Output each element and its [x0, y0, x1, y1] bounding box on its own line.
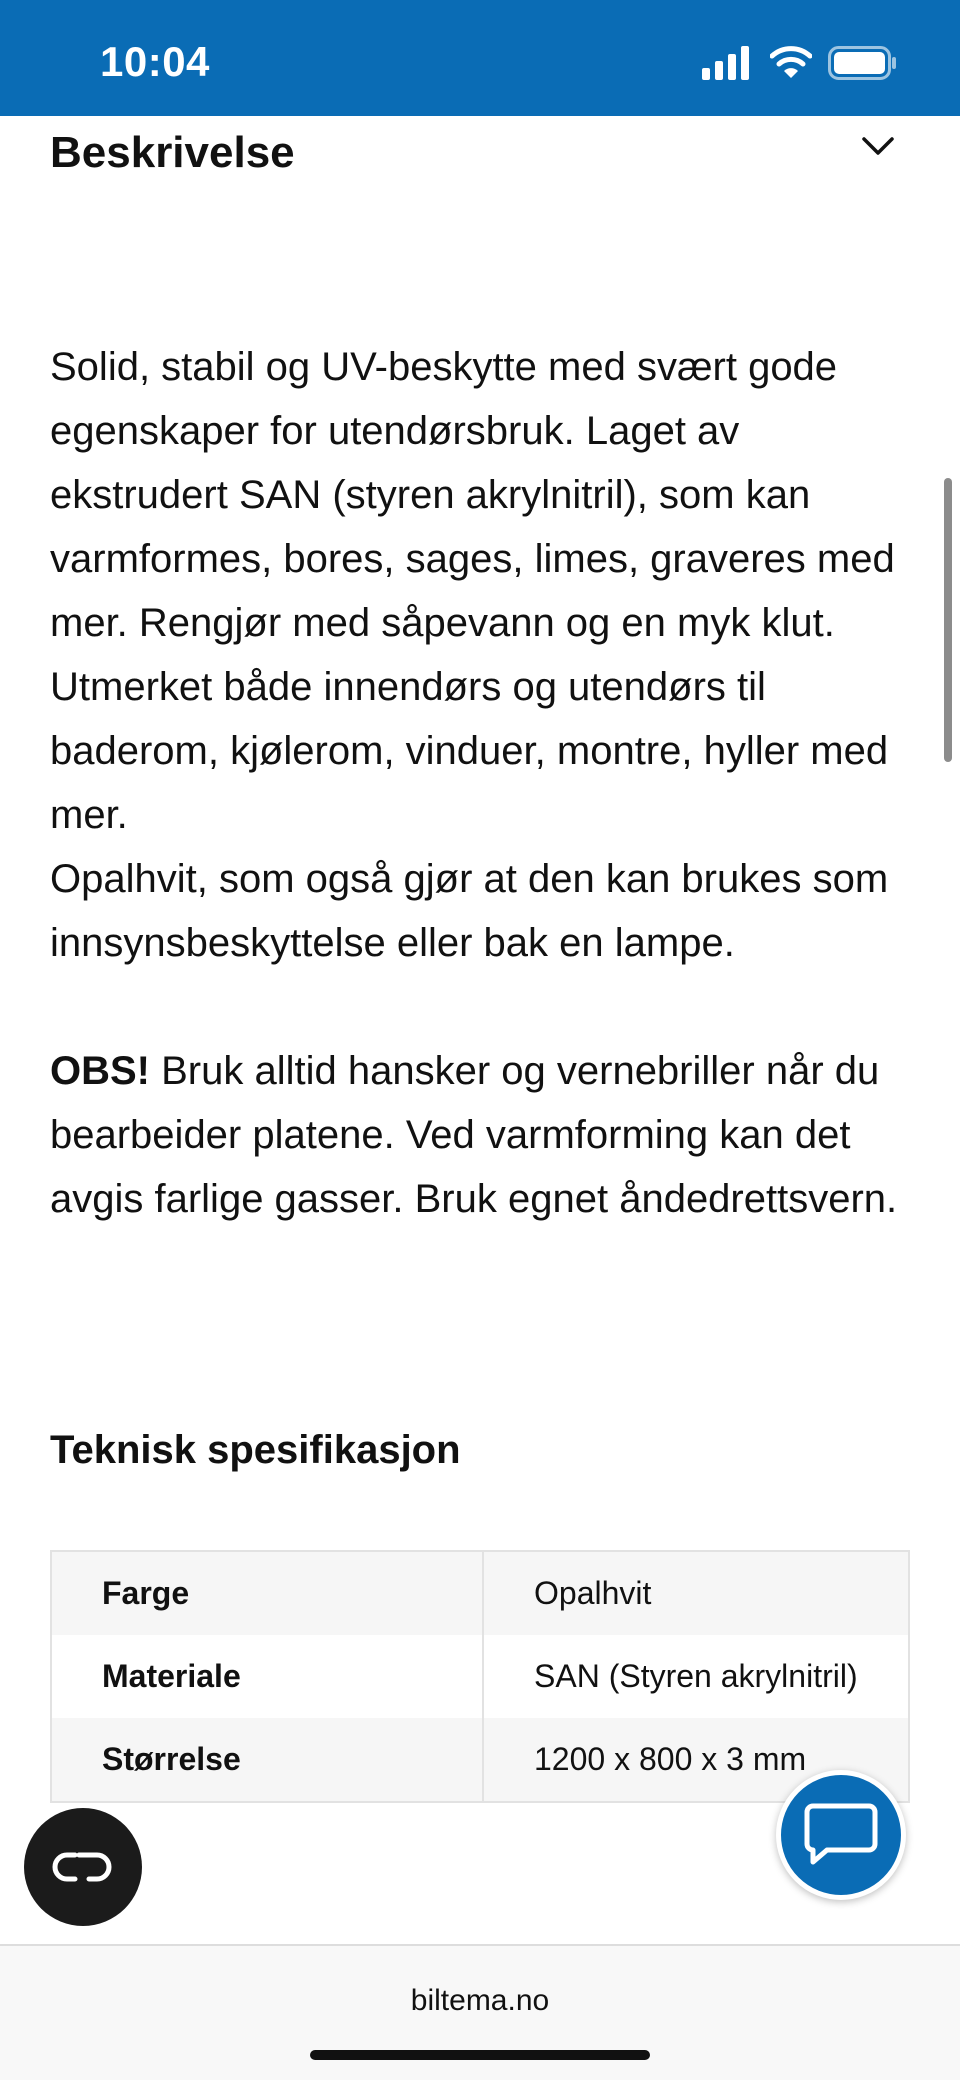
- description-paragraph: Opalhvit, som også gjør at den kan brukes som innsynsbeskyttelse eller bak en lampe.: [50, 857, 889, 965]
- url-label[interactable]: biltema.no: [410, 1984, 550, 2017]
- description-paragraph: Solid, stabil og UV-beskytte med svært gode egenskaper for utendørsbruk. Laget av ekstrudert SAN (styren akrylnitril), som kan varmformes, bores, sages, limes, graveres med mer. Rengjør med såpevann og en myk klut. Utmerket både innendørs og utendørs til baderom, kjølerom, vinduer, montre, hyller med mer.: [50, 345, 895, 837]
- warning-label: OBS!: [50, 1049, 150, 1093]
- spec-key: Størrelse: [51, 1718, 483, 1802]
- table-row: [51, 1551, 909, 1635]
- spec-title: Teknisk spesifikasjon: [50, 1428, 461, 1472]
- chat-button[interactable]: [776, 1770, 906, 1900]
- link-icon: [51, 1849, 115, 1885]
- status-bar: [0, 0, 960, 116]
- signal-icon: [702, 46, 752, 80]
- spec-key: Materiale: [51, 1635, 483, 1718]
- table-row: [51, 1635, 909, 1718]
- table-row: [51, 1718, 909, 1802]
- spec-key: Farge: [51, 1551, 483, 1635]
- warning-text: Bruk alltid hansker og vernebriller når du bearbeider platene. Ved varmforming kan det avgis farlige gasser. Bruk egnet åndedrettsvern.: [50, 1049, 898, 1221]
- section-title: Beskrivelse: [50, 128, 295, 177]
- compare-button[interactable]: [24, 1808, 142, 1926]
- spec-value: 1200 x 800 x 3 mm: [534, 1741, 807, 1777]
- chat-bubble-icon: [803, 1802, 879, 1868]
- description-text: [50, 335, 920, 1231]
- wifi-icon: [770, 44, 812, 80]
- status-time: 10:04: [100, 38, 210, 85]
- browser-bottom-bar: [0, 1944, 960, 2080]
- warning-paragraph: [50, 1039, 920, 1231]
- spec-table: [50, 1550, 910, 1803]
- spec-value: SAN (Styren akrylnitril): [534, 1658, 858, 1694]
- chevron-down-icon[interactable]: [860, 134, 896, 158]
- spec-value: Opalhvit: [534, 1575, 652, 1611]
- scrollbar[interactable]: [944, 478, 952, 762]
- battery-icon: [828, 46, 898, 80]
- home-indicator: [310, 2050, 650, 2060]
- description-accordion-header[interactable]: [0, 116, 960, 192]
